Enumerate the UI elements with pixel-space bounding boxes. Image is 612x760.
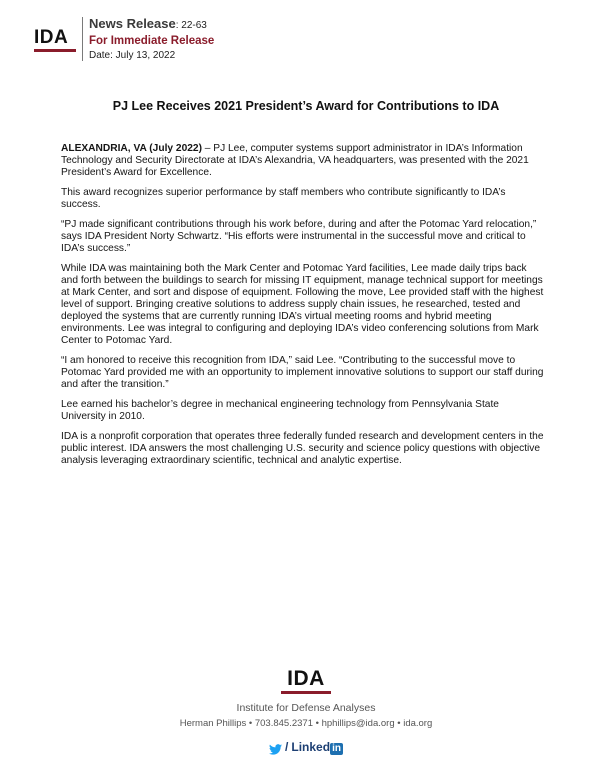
paragraph-7: IDA is a nonprofit corporation that operates three federally funded research and development centers in the public interest. IDA answers the most challenging U.S. security and science policy questions with objective analysis leveraging extraordinary scientific, technical and analytic expertise.	[61, 431, 544, 466]
dateline: ALEXANDRIA, VA (July 2022)	[61, 143, 202, 154]
article-body	[61, 143, 545, 475]
release-date: Date: July 13, 2022	[89, 50, 176, 61]
release-header	[34, 14, 594, 66]
paragraph-1	[61, 143, 545, 179]
social-separator: /	[285, 740, 289, 754]
footer-ida-logo-text: IDA	[287, 667, 325, 690]
paragraph-1-text: – PJ Lee, computer systems support administrator in IDA’s Information Technology and Security Directorate at IDA’s Alexandria, VA headquarters, was presented with the 2021 President’s Award for Excellence.	[61, 143, 529, 178]
linkedin-word: Linked	[291, 740, 331, 754]
header-divider	[82, 17, 83, 61]
page-title: PJ Lee Receives 2021 President’s Award for Contributions to IDA	[112, 99, 500, 113]
paragraph-4: While IDA was maintaining both the Mark Center and Potomac Yard facilities, Lee made daily trips back and forth between the buildings to search for missing IT equipment, manage technical support for meetings at Mark Center, and sort and dispose of equipment. Following the move, Lee provided staff with the highest level of support. Bringing creative solutions to address supply chain issues, he researched, tested and deployed the systems that are currently running IDA’s virtual meeting rooms and hybrid meeting environments. Lee was integral to configuring and deploying IDA’s video conferencing solutions from Mark Center to Potomac Yard.	[61, 263, 544, 346]
institute-name: Institute for Defense Analyses	[236, 702, 376, 714]
ida-logo-text: IDA	[34, 27, 69, 48]
footer-logo-underline	[281, 691, 331, 694]
footer-ida-logo	[281, 668, 331, 694]
social-links	[0, 738, 612, 756]
paragraph-3: “PJ made significant contributions through his work before, during and after the Potomac Yard relocation,” says IDA President Norty Schwartz. “His efforts were instrumental in the successful move and critical to IDA’s success.”	[61, 219, 537, 254]
linkedin-logo[interactable]	[291, 738, 343, 756]
paragraph-5: “I am honored to receive this recognition from IDA,” said Lee. “Contributing to the successful move to Potomac Yard provided me with an opportunity to implement innovative solutions to support our staff during and after the transition.”	[61, 355, 544, 390]
contact-line: Herman Phillips • 703.845.2371 • hphillips@ida.org • ida.org	[179, 718, 433, 729]
paragraph-2: This award recognizes superior performance by staff members who contribute significantly to IDA’s success.	[61, 187, 506, 210]
header-text-block	[89, 16, 214, 62]
ida-logo-underline	[34, 49, 76, 52]
release-number: : 22-63	[175, 20, 207, 31]
immediate-release-label: For Immediate Release	[89, 35, 215, 47]
news-release-label: News Release	[89, 16, 176, 31]
twitter-icon[interactable]	[269, 742, 282, 753]
paragraph-6: Lee earned his bachelor’s degree in mechanical engineering technology from Pennsylvania State University in 2010.	[61, 399, 499, 422]
news-release-line	[89, 16, 214, 34]
release-footer	[0, 668, 612, 756]
ida-logo	[34, 28, 76, 52]
linkedin-in-icon: in	[332, 743, 341, 754]
